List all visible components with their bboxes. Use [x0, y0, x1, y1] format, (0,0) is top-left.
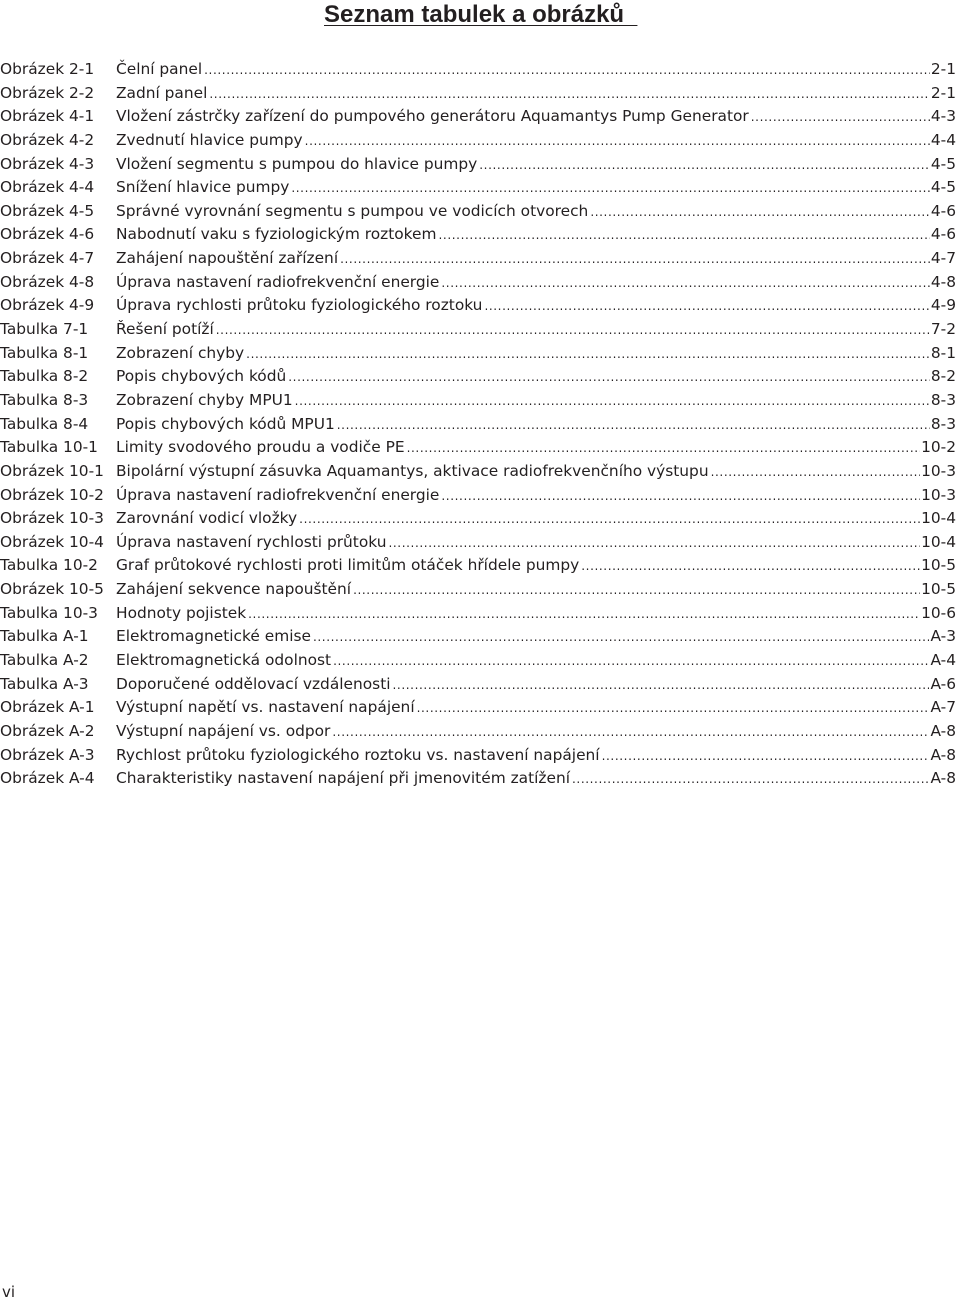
- toc-entry-label: Obrázek 4-3: [0, 154, 95, 173]
- toc-entry-label: Tabulka A-2: [0, 651, 89, 670]
- toc-entry-page: 10-5: [921, 556, 956, 575]
- toc-entry-title: Elektromagnetické emise: [116, 627, 311, 646]
- toc-entry-title: Vložení zástrčky zařízení do pumpového generátoru Aquamantys Pump Generator: [116, 107, 749, 126]
- toc-entry-label: Obrázek 4-6: [0, 225, 95, 244]
- toc-entry[interactable]: [0, 247, 956, 271]
- toc-entry-page: A-7: [930, 698, 956, 717]
- toc-entry[interactable]: [0, 578, 956, 602]
- toc-entry[interactable]: [0, 58, 956, 82]
- toc-entry-label: Tabulka 10-2: [0, 556, 98, 575]
- page-number: vi: [2, 1283, 16, 1301]
- toc-entry[interactable]: [0, 696, 956, 720]
- toc-dot-leader: [441, 272, 929, 295]
- toc-entry-label: Obrázek 4-7: [0, 249, 95, 268]
- toc-entry-page: 10-6: [921, 603, 956, 622]
- toc-entry-title: Úprava nastavení rychlosti průtoku: [116, 532, 387, 551]
- toc-entry-title: Popis chybových kódů: [116, 367, 287, 386]
- toc-entry-title: Zahájení sekvence napouštění: [116, 580, 352, 599]
- toc-entry-label: Tabulka 8-1: [0, 343, 89, 362]
- toc-entry[interactable]: [0, 602, 956, 626]
- toc-entry-page: 4-6: [930, 201, 956, 220]
- toc-entry-title: Graf průtokové rychlosti proti limitům otáček hřídele pumpy: [116, 556, 580, 575]
- toc-entry-page: 8-3: [930, 414, 956, 433]
- toc-entry[interactable]: [0, 649, 956, 673]
- toc-entry-label: Obrázek 4-8: [0, 272, 95, 291]
- toc-entry-page: 10-5: [921, 580, 956, 599]
- toc-entry-page: 2-1: [930, 60, 956, 78]
- toc-dot-leader: [417, 697, 930, 720]
- toc-entry-title: Popis chybových kódů MPU1: [116, 414, 335, 433]
- toc-entry-title: Elektromagnetická odolnost: [116, 651, 332, 670]
- toc-entry[interactable]: [0, 318, 956, 342]
- toc-entry[interactable]: [0, 223, 956, 247]
- toc-entry-page: 4-9: [930, 296, 956, 315]
- toc-dot-leader: [441, 485, 920, 508]
- toc-entry[interactable]: [0, 271, 956, 295]
- toc-entry-title: Zarovnání vodicí vložky: [116, 509, 298, 528]
- toc-entry-title: Úprava nastavení radiofrekvenční energie: [116, 272, 440, 291]
- toc-entry-title: Zadní panel: [116, 83, 208, 102]
- toc-dot-leader: [204, 59, 930, 82]
- toc-dot-leader: [333, 650, 929, 673]
- toc-entry-page: 4-8: [930, 272, 956, 291]
- toc-entry-page: 4-6: [930, 225, 956, 244]
- toc-dot-leader: [246, 343, 930, 366]
- toc-dot-leader: [590, 201, 930, 224]
- toc-entry-page: 10-2: [921, 438, 956, 457]
- toc-entry-page: 10-4: [921, 509, 956, 528]
- toc-entry-page: 8-2: [930, 367, 956, 386]
- toc-entry-label: Obrázek 4-9: [0, 296, 95, 315]
- toc-entry[interactable]: [0, 531, 956, 555]
- toc-entry-label: Obrázek 2-2: [0, 83, 95, 102]
- toc-entry-title: Řešení potíží: [116, 320, 214, 339]
- toc-entry-title: Nabodnutí vaku s fyziologickým roztokem: [116, 225, 437, 244]
- toc-dot-leader: [388, 532, 920, 555]
- toc-entry[interactable]: [0, 413, 956, 437]
- toc-entry-label: Obrázek 10-5: [0, 580, 104, 599]
- toc-dot-leader: [572, 768, 929, 791]
- toc-entry-title: Doporučené oddělovací vzdálenosti: [116, 674, 391, 693]
- toc-dot-leader: [295, 390, 930, 413]
- toc-entry[interactable]: [0, 389, 956, 413]
- toc-entry-label: Obrázek 10-1: [0, 461, 104, 480]
- toc-entry-page: 4-5: [930, 154, 956, 173]
- toc-entry[interactable]: [0, 436, 956, 460]
- toc-entry-title: Snížení hlavice pumpy: [116, 178, 290, 197]
- toc-entry-page: 4-7: [930, 249, 956, 268]
- toc-entry[interactable]: [0, 153, 956, 177]
- toc-entry-label: Tabulka A-1: [0, 627, 89, 646]
- toc-entry[interactable]: [0, 365, 956, 389]
- toc-entry-label: Obrázek 4-5: [0, 201, 95, 220]
- toc-entry-title: Výstupní napájení vs. odpor: [116, 721, 331, 740]
- toc-entry-label: Obrázek A-3: [0, 745, 95, 764]
- toc-entry[interactable]: [0, 342, 956, 366]
- toc-dot-leader: [407, 437, 920, 460]
- toc-dot-leader: [332, 721, 929, 744]
- toc-entry-title: Čelní panel: [116, 60, 203, 78]
- toc-entry[interactable]: [0, 673, 956, 697]
- toc-dot-leader: [353, 579, 920, 602]
- toc-entry-label: Obrázek A-4: [0, 769, 95, 788]
- toc-dot-leader: [479, 154, 930, 177]
- toc-entry-title: Vložení segmentu s pumpou do hlavice pumpy: [116, 154, 478, 173]
- toc-entry-page: 2-1: [930, 83, 956, 102]
- toc-entry-label: Obrázek 10-4: [0, 532, 104, 551]
- toc-entry-page: A-4: [930, 651, 956, 670]
- toc-entry-title: Zobrazení chyby MPU1: [116, 390, 293, 409]
- toc-entry-page: 8-1: [930, 343, 956, 362]
- toc-dot-leader: [313, 626, 929, 649]
- toc-entry-page: A-8: [930, 769, 956, 788]
- toc-entry-label: Obrázek 2-1: [0, 60, 95, 78]
- toc-entry-label: Tabulka 10-3: [0, 603, 98, 622]
- toc-entry-label: Obrázek A-1: [0, 698, 95, 717]
- toc-dot-leader: [340, 248, 930, 271]
- toc-entry-page: 10-3: [921, 461, 956, 480]
- toc-entry-label: Obrázek 10-2: [0, 485, 104, 504]
- toc-entry[interactable]: [0, 744, 956, 768]
- toc-dot-leader: [299, 508, 920, 531]
- toc-entry-page: A-8: [930, 721, 956, 740]
- toc-entry[interactable]: [0, 767, 956, 791]
- toc-entry[interactable]: [0, 82, 956, 106]
- toc-entry-label: Tabulka 7-1: [0, 320, 89, 339]
- toc-dot-leader: [484, 295, 929, 318]
- toc-entry-title: Rychlost průtoku fyziologického roztoku vs. nastavení napájení: [116, 745, 600, 764]
- toc-entry-label: Obrázek 4-1: [0, 107, 95, 126]
- toc-dot-leader: [305, 130, 930, 153]
- toc-entry-label: Tabulka 10-1: [0, 438, 98, 457]
- toc-entry-page: 4-5: [930, 178, 956, 197]
- toc-dot-leader: [711, 461, 920, 484]
- toc-entry[interactable]: [0, 484, 956, 508]
- toc-entry-page: 7-2: [930, 320, 956, 339]
- toc-entry-title: Zobrazení chyby: [116, 343, 245, 362]
- toc-entry-title: Úprava rychlosti průtoku fyziologického roztoku: [116, 296, 483, 315]
- toc-entry-label: Tabulka 8-4: [0, 414, 89, 433]
- toc-entry-label: Obrázek 4-4: [0, 178, 95, 197]
- toc-dot-leader: [288, 366, 930, 389]
- toc-entry-page: 8-3: [930, 390, 956, 409]
- toc-entry[interactable]: [0, 460, 956, 484]
- toc-entry-title: Zvednutí hlavice pumpy: [116, 130, 303, 149]
- toc-entry-label: Obrázek A-2: [0, 721, 95, 740]
- page-title: Seznam tabulek a obrázků: [324, 1, 638, 28]
- toc-entry-title: Správné vyrovnání segmentu s pumpou ve vodicích otvorech: [116, 201, 589, 220]
- toc-entry-label: Tabulka A-3: [0, 674, 89, 693]
- toc-entry-title: Charakteristiky nastavení napájení při jmenovitém zatížení: [116, 769, 570, 788]
- toc-dot-leader: [581, 555, 920, 578]
- toc-dot-leader: [337, 414, 930, 437]
- toc-entry[interactable]: [0, 105, 956, 129]
- toc-entry[interactable]: [0, 554, 956, 578]
- toc-entry[interactable]: [0, 720, 956, 744]
- toc-dot-leader: [209, 83, 929, 106]
- toc-dot-leader: [439, 224, 930, 247]
- toc-entry-title: Hodnoty pojistek: [116, 603, 247, 622]
- toc-entry-page: 4-3: [930, 107, 956, 126]
- toc-entry-page: 10-4: [921, 532, 956, 551]
- toc-entry[interactable]: [0, 129, 956, 153]
- toc-entry[interactable]: [0, 200, 956, 224]
- toc-entry-page: A-8: [930, 745, 956, 764]
- toc-dot-leader: [291, 177, 930, 200]
- toc-list: [0, 58, 956, 791]
- toc-dot-leader: [216, 319, 930, 342]
- toc-entry-label: Obrázek 4-2: [0, 130, 95, 149]
- toc-dot-leader: [248, 603, 920, 626]
- toc-entry-label: Obrázek 10-3: [0, 509, 104, 528]
- toc-entry-page: A-3: [930, 627, 956, 646]
- toc-entry-label: Tabulka 8-2: [0, 367, 89, 386]
- toc-entry[interactable]: [0, 625, 956, 649]
- toc-entry[interactable]: [0, 294, 956, 318]
- toc-dot-leader: [393, 674, 930, 697]
- toc-entry[interactable]: [0, 507, 956, 531]
- toc-entry-page: 4-4: [930, 130, 956, 149]
- toc-entry-title: Úprava nastavení radiofrekvenční energie: [116, 485, 440, 504]
- toc-entry-page: 10-3: [921, 485, 956, 504]
- toc-entry-title: Výstupní napětí vs. nastavení napájení: [116, 698, 415, 717]
- toc-dot-leader: [602, 745, 930, 768]
- toc-entry[interactable]: [0, 176, 956, 200]
- toc-entry-page: A-6: [930, 674, 956, 693]
- toc-dot-leader: [751, 106, 930, 129]
- toc-entry-title: Bipolární výstupní zásuvka Aquamantys, aktivace radiofrekvenčního výstupu: [116, 461, 709, 480]
- toc-entry-label: Tabulka 8-3: [0, 390, 89, 409]
- toc-entry-title: Zahájení napouštění zařízení: [116, 249, 339, 268]
- toc-entry-title: Limity svodového proudu a vodiče PE: [116, 438, 405, 457]
